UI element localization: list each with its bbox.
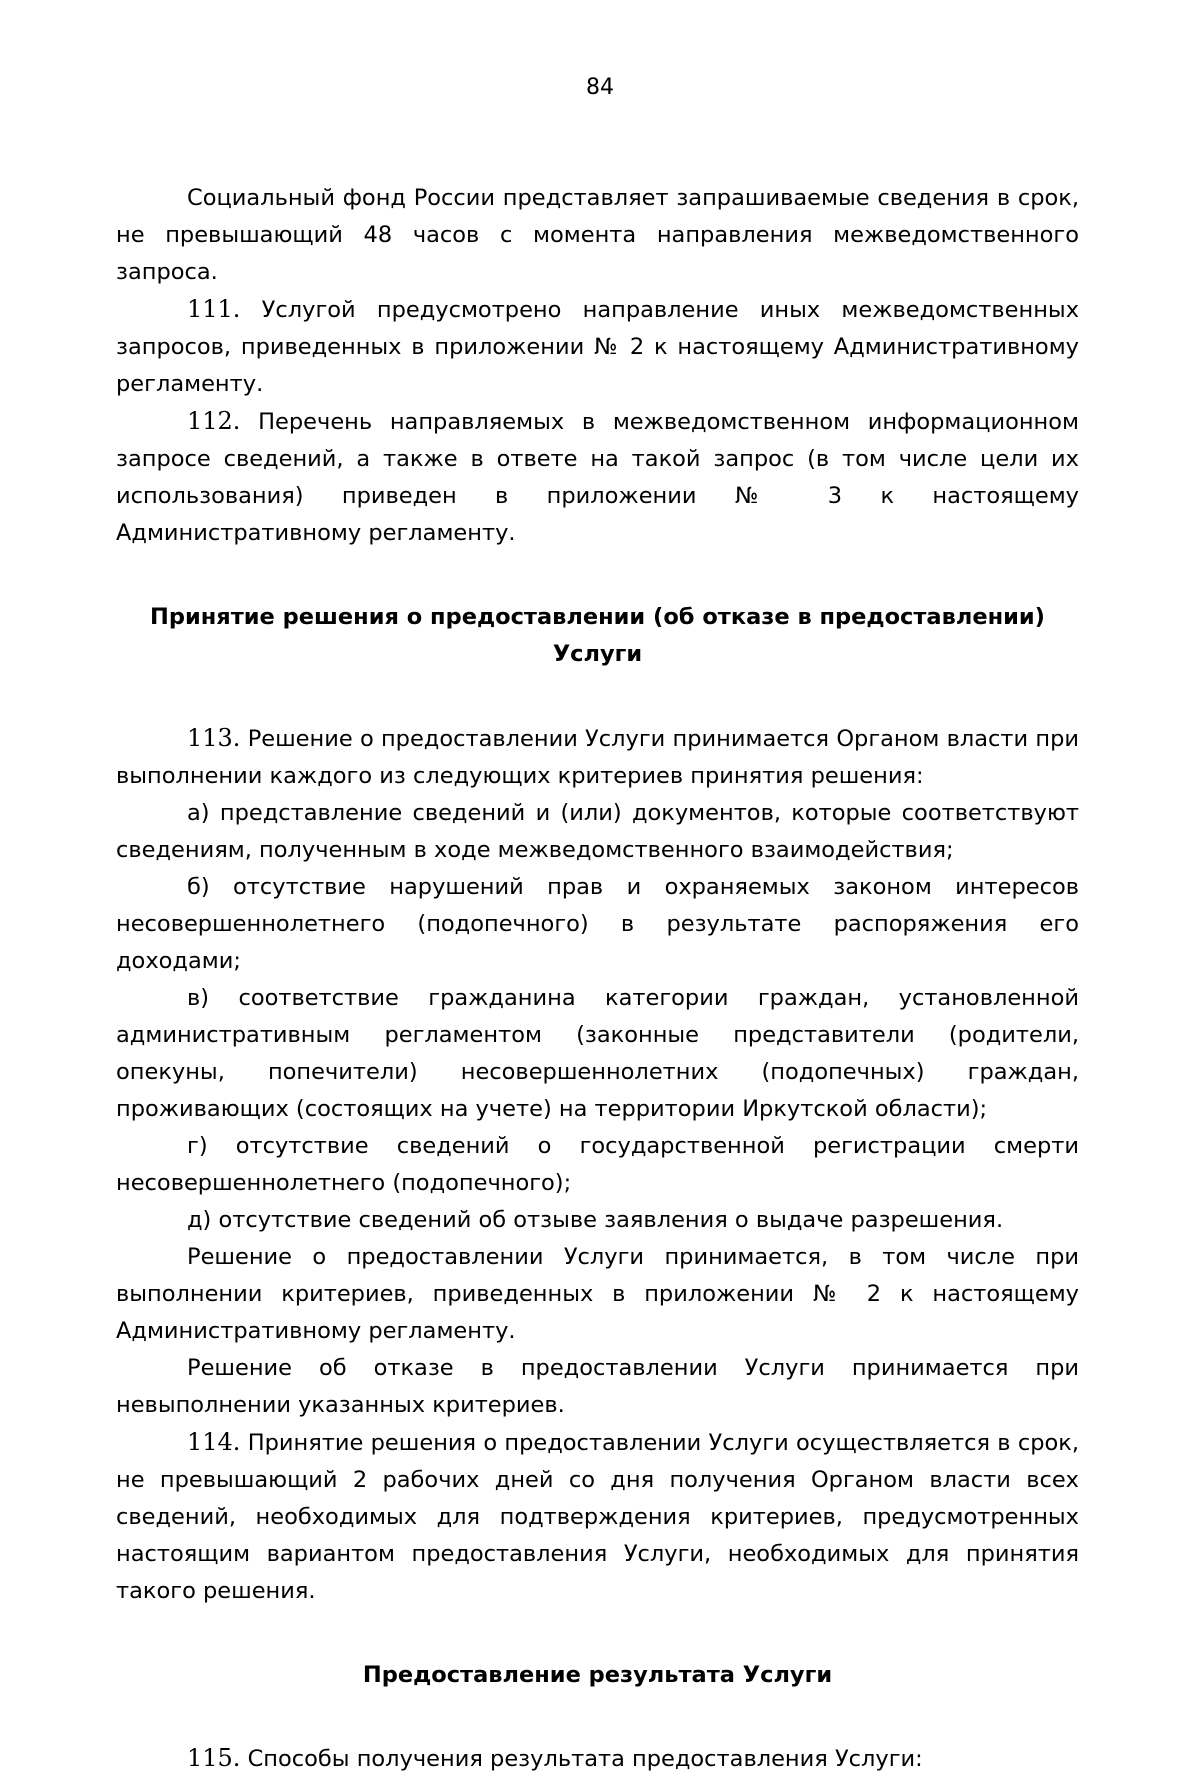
paragraph-113 bbox=[116, 720, 1079, 795]
paragraph-text: Решение о предоставлении Услуги принимается Органом власти при выполнении каждого из следующих критериев принятия решения: bbox=[116, 726, 1080, 789]
paragraph bbox=[116, 1239, 1079, 1350]
page-number: 84 bbox=[586, 75, 614, 100]
paragraph-text: Способы получения результата предоставления Услуги: bbox=[247, 1746, 923, 1772]
criterion-g bbox=[116, 1128, 1079, 1202]
criterion-a bbox=[116, 795, 1079, 869]
paragraph-text: Принятие решения о предоставлении Услуги осуществляется в срок, не превышающий 2 рабочих дней со дня получения Органом власти всех сведений, необходимых для подтверждения критериев, предусмотренных настоящим вариантом предоставления Услуги, необходимых для принятия такого решения. bbox=[116, 1430, 1079, 1604]
paragraph-number: 112. bbox=[187, 407, 241, 435]
criterion-v bbox=[116, 980, 1079, 1128]
paragraph-number: 113. bbox=[187, 724, 241, 752]
criterion-b bbox=[116, 869, 1079, 980]
paragraph-text: Перечень направляемых в межведомственном информационном запросе сведений, а также в ответе на такой запрос (в том числе цели их использования) приведен в приложении № 3 к настоящему Административному регламенту. bbox=[116, 409, 1079, 546]
paragraph-115 bbox=[116, 1740, 1079, 1778]
paragraph-text: г) отсутствие сведений о государственной регистрации смерти несовершеннолетнего (подопечного); bbox=[116, 1133, 1079, 1196]
paragraph-text: Решение о предоставлении Услуги принимается, в том числе при выполнении критериев, приведенных в приложении № 2 к настоящему Административному регламенту. bbox=[116, 1244, 1079, 1344]
paragraph-text: б) отсутствие нарушений прав и охраняемых законом интересов несовершеннолетнего (подопечного) в результате распоряжения его доходами; bbox=[116, 874, 1079, 974]
document-body bbox=[116, 180, 1079, 1778]
section-heading-decision: Принятие решения о предоставлении (об отказе в предоставлении) Услуги bbox=[150, 604, 1045, 667]
section-heading-result: Предоставление результата Услуги bbox=[362, 1662, 833, 1688]
paragraph bbox=[116, 1350, 1079, 1424]
paragraph-text: в) соответствие гражданина категории граждан, установленной административным регламентом (законные представители (родители, опекуны, попечители) несовершеннолетних (подопечных) граждан, проживающих (состоящих на учете) на территории Иркутской области); bbox=[116, 985, 1079, 1122]
paragraph-112 bbox=[116, 403, 1079, 552]
paragraph-text: Услугой предусмотрено направление иных межведомственных запросов, приведенных в приложении № 2 к настоящему Административному регламенту. bbox=[116, 297, 1080, 397]
paragraph-111 bbox=[116, 291, 1079, 403]
paragraph-text: Решение об отказе в предоставлении Услуги принимается при невыполнении указанных критериев. bbox=[116, 1355, 1079, 1418]
paragraph-text: д) отсутствие сведений об отзыве заявления о выдаче разрешения. bbox=[187, 1207, 1004, 1233]
paragraph-text: Социальный фонд России представляет запрашиваемые сведения в срок, не превышающий 48 часов с момента направления межведомственного запроса. bbox=[116, 185, 1079, 285]
paragraph-number: 115. bbox=[187, 1744, 241, 1772]
paragraph bbox=[116, 180, 1079, 291]
paragraph-text: а) представление сведений и (или) документов, которые соответствуют сведениям, полученным в ходе межведомственного взаимодействия; bbox=[116, 800, 1079, 863]
criterion-d bbox=[116, 1202, 1079, 1239]
paragraph-number: 111. bbox=[187, 295, 241, 323]
paragraph-114 bbox=[116, 1424, 1079, 1610]
paragraph-number: 114. bbox=[187, 1428, 241, 1456]
